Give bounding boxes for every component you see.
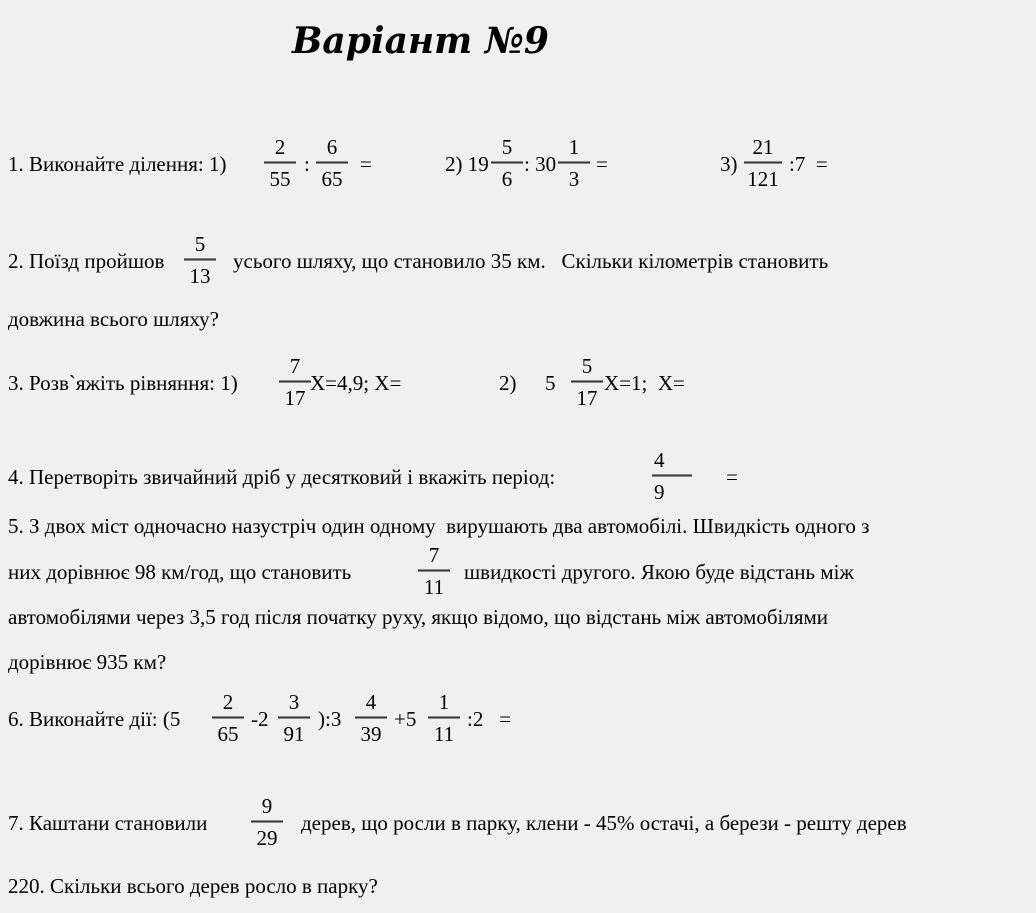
denominator: 91	[283, 722, 305, 746]
operator: ):3	[318, 707, 342, 731]
fraction-bar	[558, 161, 590, 164]
fraction-bar	[652, 474, 692, 477]
numerator: 1	[438, 690, 450, 714]
fraction	[487, 136, 527, 190]
numerator: 5	[194, 232, 206, 256]
fraction	[567, 355, 607, 409]
question-7-text-cont: дерев, що росли в парку, клени - 45% остачі, а берези - решту дерев	[301, 811, 907, 835]
fraction	[351, 691, 391, 745]
denominator: 11	[433, 722, 455, 746]
question-3-label: 3. Розв`яжіть рівняння: 1)	[8, 371, 238, 395]
numerator: 21	[752, 135, 774, 159]
numerator: 7	[289, 354, 301, 378]
denominator: 121	[747, 167, 779, 191]
numerator: 9	[261, 794, 273, 818]
operator: -2	[251, 707, 269, 731]
fraction-bar	[251, 820, 283, 823]
equals-sign: =	[726, 465, 738, 489]
fraction-bar	[279, 380, 311, 383]
denominator: 55	[269, 167, 291, 191]
fraction	[312, 136, 352, 190]
question-5-line-3: автомобілями через 3,5 год після початку руху, якщо відомо, що відстань між автомобілями	[8, 605, 829, 629]
equation-1-tail: X=4,9; X=	[310, 371, 402, 395]
denominator: 29	[256, 826, 278, 850]
question-2-text-cont: усього шляху, що становило 35 км. Скільки кілометрів становить	[233, 249, 829, 273]
equals-sign: =	[596, 152, 608, 176]
numerator: 3	[288, 690, 300, 714]
fraction	[414, 544, 454, 598]
question-2-text: 2. Поїзд пройшов	[8, 249, 165, 273]
fraction	[648, 449, 696, 503]
question-7-line-2: 220. Скільки всього дерев росло в парку?	[8, 874, 378, 898]
denominator: 17	[284, 386, 306, 410]
numerator: 5	[581, 354, 593, 378]
fraction-bar	[278, 716, 310, 719]
fraction-bar	[571, 380, 603, 383]
question-5-line-2-cont: швидкості другого. Якою буде відстань між	[464, 560, 854, 584]
fraction	[247, 795, 287, 849]
page-title: Варіант №9	[292, 20, 549, 62]
operator-tail: :7 =	[789, 152, 828, 176]
denominator: 3	[568, 167, 580, 191]
question-2-line-2: довжина всього шляху?	[8, 307, 219, 331]
numerator: 2	[222, 690, 234, 714]
numerator: 4	[365, 690, 377, 714]
equals-sign: =	[360, 152, 372, 176]
operator: : 30	[524, 152, 557, 176]
fraction-bar	[316, 161, 348, 164]
numerator: 6	[326, 135, 338, 159]
fraction	[424, 691, 464, 745]
denominator: 13	[189, 264, 211, 288]
fraction-bar	[428, 716, 460, 719]
numerator: 2	[274, 135, 286, 159]
part-3-label: 3)	[720, 152, 738, 176]
operator: +5	[394, 707, 417, 731]
part-2-label: 2) 19	[445, 152, 489, 176]
equation-2-tail: X=1; X=	[604, 371, 685, 395]
denominator: 11	[423, 575, 445, 599]
operator: :	[304, 152, 310, 176]
question-6-label: 6. Виконайте дії: (5	[8, 707, 181, 731]
fraction-bar	[491, 161, 523, 164]
denominator: 6	[501, 167, 513, 191]
numerator: 7	[428, 543, 440, 567]
fraction-bar	[744, 161, 782, 164]
denominator: 65	[217, 722, 239, 746]
fraction	[260, 136, 300, 190]
numerator: 4	[654, 448, 665, 472]
denominator: 65	[321, 167, 343, 191]
fraction	[740, 136, 786, 190]
operator-tail: :2 =	[467, 707, 511, 731]
part-2-label: 2)	[499, 371, 517, 395]
question-5-line-4: дорівнює 935 км?	[8, 650, 167, 674]
fraction-bar	[212, 716, 244, 719]
numerator: 5	[501, 135, 513, 159]
fraction	[208, 691, 248, 745]
fraction	[180, 233, 220, 287]
fraction-bar	[355, 716, 387, 719]
fraction	[554, 136, 594, 190]
denominator: 39	[360, 722, 382, 746]
whole-number: 5	[545, 371, 556, 395]
fraction-bar	[264, 161, 296, 164]
fraction	[274, 691, 314, 745]
question-7-text: 7. Каштани становили	[8, 811, 208, 835]
numerator: 1	[568, 135, 580, 159]
denominator: 17	[576, 386, 598, 410]
fraction	[275, 355, 315, 409]
fraction-bar	[418, 569, 450, 572]
question-4-text: 4. Перетворіть звичайний дріб у десятковий і вкажіть період:	[8, 465, 556, 489]
fraction-bar	[184, 258, 216, 261]
question-5-line-2: них дорівнює 98 км/год, що становить	[8, 560, 352, 584]
question-5-line-1: 5. З двох міст одночасно назустріч один одному вирушають два автомобілі. Швидкість одного з	[8, 514, 870, 538]
denominator: 9	[654, 480, 665, 504]
question-1-label: 1. Виконайте ділення: 1)	[8, 152, 227, 176]
